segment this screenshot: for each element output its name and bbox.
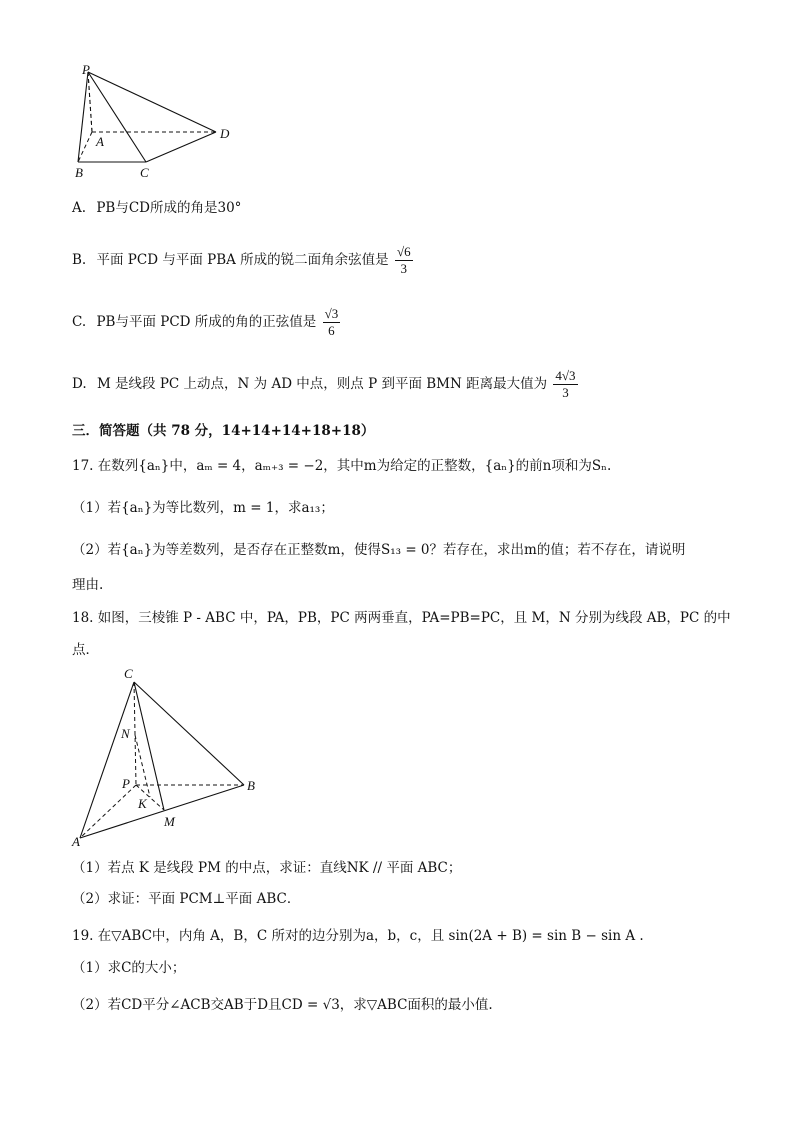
segment-NK-hidden [135, 735, 150, 797]
option-C-numerator: √3 [324, 306, 339, 321]
q18-part1: （1）若点 K 是线段 PM 的中点，求证：直线NK // 平面 ABC； [72, 860, 462, 876]
option-B-numerator: √6 [396, 244, 411, 259]
edge-CA [80, 682, 134, 838]
q17-part1: （1）若{aₙ}为等比数列，m = 1，求a₁₃； [72, 500, 334, 516]
label-B: B [75, 165, 83, 180]
option-C-denominator: 6 [328, 323, 335, 338]
option-D-label: D. [72, 376, 87, 392]
option-D-denominator: 3 [562, 385, 569, 400]
option-B-text: 平面 PCD 与平面 PBA 所成的锐二面角余弦值是 [96, 252, 389, 268]
option-D-numerator: 4√3 [555, 368, 576, 383]
q17-part2-line1: （2）若{aₙ}为等差数列，是否存在正整数m，使得S₁₃ = 0？若存在，求出m的值；若不存在，请说明 [72, 542, 686, 558]
option-C [72, 306, 340, 339]
option-A [72, 198, 241, 218]
label-M: M [164, 814, 175, 829]
option-B [72, 244, 413, 277]
edge-PA-hidden [80, 785, 136, 838]
option-A-text: PB与CD所成的角是30° [96, 200, 242, 216]
q18-stem-line2: 点． [72, 642, 99, 658]
q17-part2-line2: 理由. [72, 577, 104, 593]
q18-part2: （2）求证：平面 PCM⊥平面 ABC． [72, 891, 301, 907]
label-P: P [82, 62, 90, 77]
option-D [72, 368, 578, 401]
label-P: P [122, 776, 130, 791]
q19-part1: （1）求C的大小； [72, 960, 186, 976]
option-C-fraction [323, 306, 341, 339]
q19-part2: （2）若CD平分∠ACB交AB于D且CD = √3，求▽ABC面积的最小值. [72, 997, 493, 1013]
edge-CD [146, 132, 216, 162]
label-K: K [138, 796, 147, 811]
option-B-fraction [395, 244, 413, 277]
label-C: C [124, 666, 133, 681]
edge-PB [78, 72, 88, 162]
label-C: C [140, 165, 149, 180]
option-C-text: PB与平面 PCD 所成的角的正弦值是 [96, 314, 317, 330]
q18-stem-line1: 18. 如图，三棱锥 P - ABC 中，PA，PB，PC 两两垂直，PA=PB=PC，且 M，N 分别为线段 AB，PC 的中 [72, 610, 731, 626]
option-D-fraction [553, 368, 577, 401]
q17-stem: 17. 在数列{aₙ}中，aₘ = 4，aₘ₊₃ = −2，其中m为给定的正整数，{aₙ}的前n项和为Sₙ. [72, 458, 612, 474]
option-C-label: C. [72, 314, 87, 330]
edge-CP-hidden [134, 682, 136, 785]
label-N: N [121, 726, 130, 741]
option-A-label: A. [72, 200, 87, 216]
q19-stem: 19. 在▽ABC中，内角 A，B，C 所对的边分别为a，b，c，且 sin(2A + B) = sin B − sin A . [72, 928, 644, 944]
label-B: B [247, 778, 255, 793]
label-A: A [96, 134, 104, 149]
tetrahedron-figure [66, 660, 276, 850]
edge-CB [134, 682, 244, 785]
pyramid-figure [70, 60, 250, 182]
option-D-text: M 是线段 PC 上动点，N 为 AD 中点，则点 P 到平面 BMN 距离最大值为 [96, 376, 548, 392]
option-B-label: B. [72, 252, 87, 268]
edge-AB [80, 785, 244, 838]
section-3-title: 三．简答题（共 78 分，14+14+14+18+18） [72, 423, 375, 439]
label-D: D [220, 126, 230, 141]
option-B-denominator: 3 [400, 261, 408, 276]
label-A: A [72, 834, 80, 849]
